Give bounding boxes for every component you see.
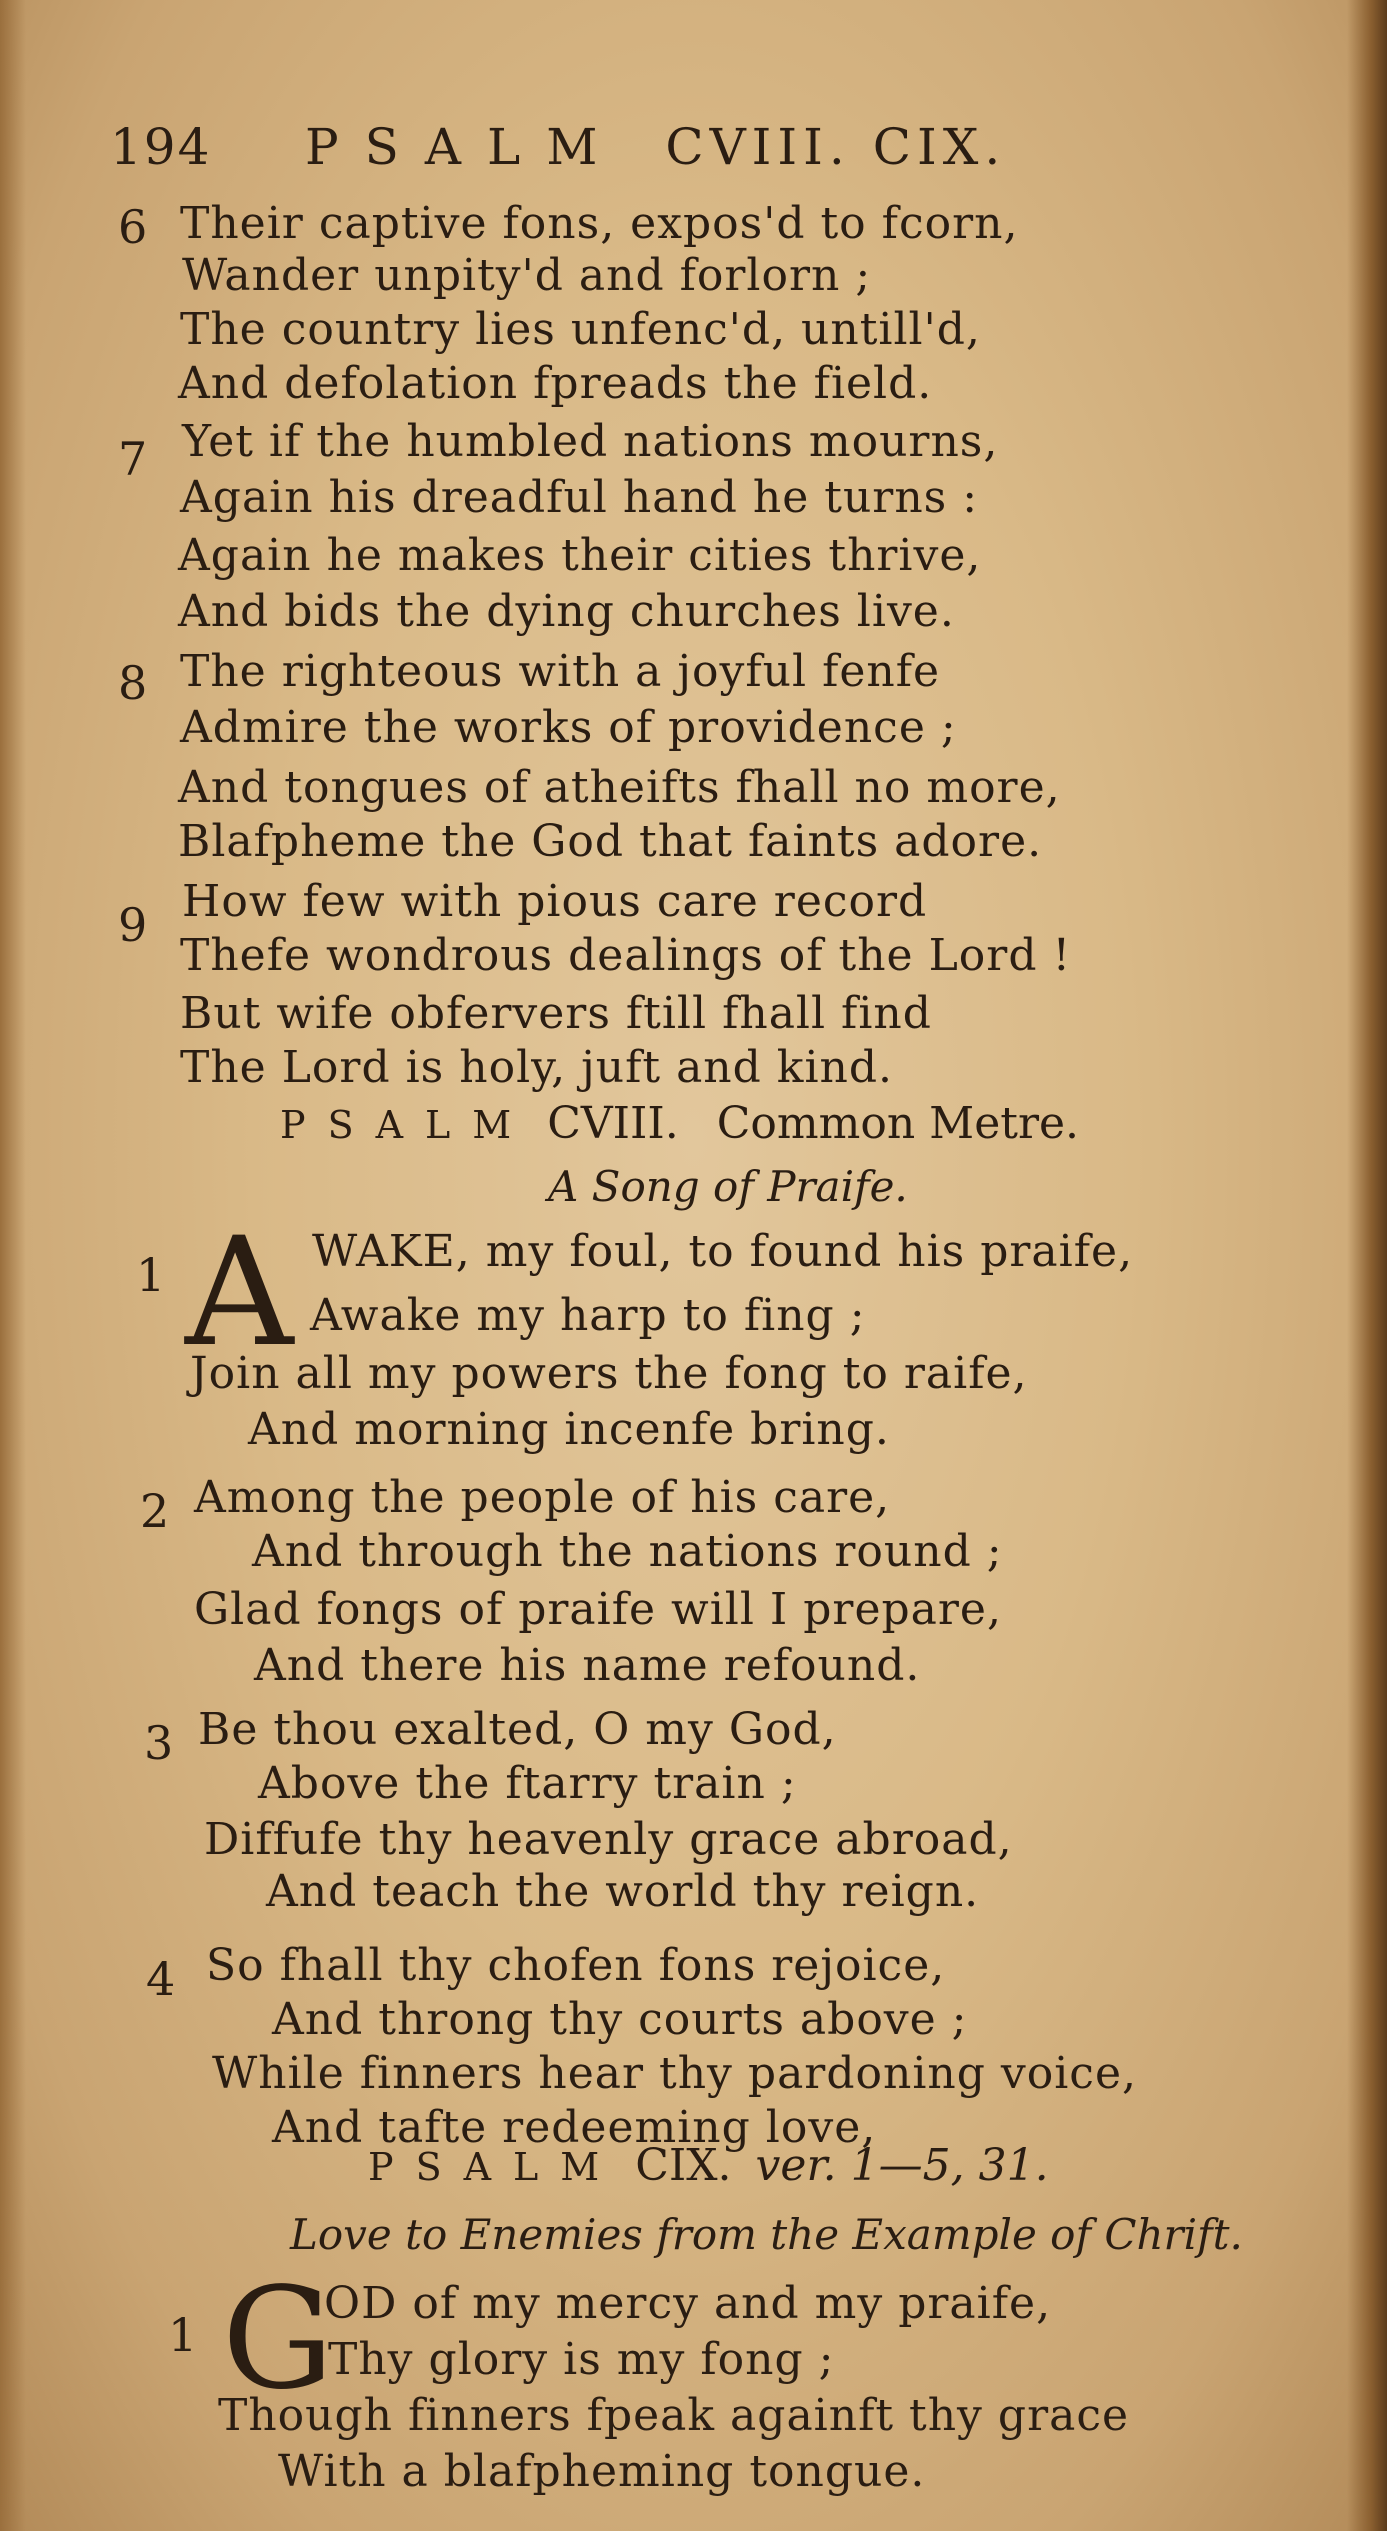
verse-line: And there his name refound. — [254, 1640, 921, 1691]
verse-line: Yet if the humbled nations mourns, — [182, 416, 999, 467]
verse-line: Among the people of his care, — [194, 1472, 891, 1523]
verse-number: 9 — [118, 898, 148, 952]
verse-line: Admire the works of providence ; — [180, 702, 957, 753]
verse-line: And tongues of atheifts fhall no more, — [178, 762, 1061, 813]
verse-line: So fhall thy chofen fons rejoice, — [206, 1940, 946, 1991]
running-title-numerals: CVIII. CIX. — [665, 118, 1007, 176]
verse-line: WAKE, my foul, to found his praife, — [312, 1226, 1134, 1277]
verse-line: Their captive fons, expos'd to fcorn, — [180, 198, 1019, 249]
psalm-109-subtitle: Love to Enemies from the Example of Chrift. — [290, 2210, 1243, 2259]
psalm-heading-metre: Common Metre. — [716, 1098, 1080, 1149]
verse-line: Diffufe thy heavenly grace abroad, — [204, 1814, 1013, 1865]
verse-line: But wife obfervers ftill fhall find — [180, 988, 932, 1039]
psalm-heading-number: CIX. — [635, 2140, 732, 2191]
page-left-edge — [0, 0, 26, 2531]
verse-number: 7 — [118, 432, 148, 486]
verse-line: The country lies unfenc'd, untill'd, — [180, 304, 981, 355]
verse-line: Again he makes their cities thrive, — [178, 530, 982, 581]
page-right-edge — [1347, 0, 1387, 2531]
verse-line: Thefe wondrous dealings of the Lord ! — [180, 930, 1072, 981]
verse-number: 2 — [140, 1484, 170, 1538]
verse-line: The righteous with a joyful fenfe — [180, 646, 941, 697]
psalm-108-heading — [280, 1098, 1079, 1149]
verse-line: Again his dreadful hand he turns : — [180, 472, 979, 523]
verse-line: Though finners fpeak againft thy grace — [218, 2390, 1130, 2441]
verse-line: Join all my powers the fong to raife, — [190, 1348, 1028, 1399]
verse-line: OD of my mercy and my praife, — [324, 2278, 1052, 2329]
verse-line: Wander unpity'd and forlorn ; — [182, 250, 872, 301]
drop-cap: A — [185, 1206, 294, 1380]
psalm-heading-word: PSALM — [280, 1103, 534, 1147]
verse-line: And morning incenfe bring. — [248, 1404, 890, 1455]
verse-number: 1 — [168, 2308, 198, 2362]
verse-number: 3 — [144, 1716, 174, 1770]
verse-line: Blafpheme the God that faints adore. — [178, 816, 1043, 867]
verse-line: And defolation fpreads the field. — [178, 358, 933, 409]
verse-line: And bids the dying churches live. — [178, 586, 955, 637]
verse-line: And teach the world thy reign. — [266, 1866, 980, 1917]
page-number: 194 — [110, 118, 212, 176]
psalm-heading-word: PSALM — [368, 2145, 622, 2189]
verse-number: 1 — [136, 1248, 166, 1302]
verse-line: And through the nations round ; — [252, 1526, 1003, 1577]
verse-number: 8 — [118, 656, 148, 710]
verse-line: Glad fongs of praife will I prepare, — [194, 1584, 1002, 1635]
verse-line: Awake my harp to fing ; — [310, 1290, 866, 1341]
verse-line: Be thou exalted, O my God, — [198, 1704, 837, 1755]
psalm-108-subtitle: A Song of Praife. — [548, 1162, 908, 1211]
psalm-heading-number: CVIII. — [547, 1098, 679, 1149]
verse-line: The Lord is holy, juft and kind. — [180, 1042, 894, 1093]
verse-line: While finners hear thy pardoning voice, — [212, 2048, 1137, 2099]
psalm-heading-verses: ver. 1—5, 31. — [755, 2140, 1049, 2191]
verse-line: And throng thy courts above ; — [272, 1994, 968, 2045]
drop-cap: G — [222, 2258, 334, 2421]
verse-line: How few with pious care record — [182, 876, 928, 927]
running-title-word: PSALM — [305, 118, 624, 176]
running-title — [305, 118, 1006, 176]
verse-line: With a blafpheming tongue. — [278, 2446, 926, 2497]
psalm-109-heading — [368, 2140, 1049, 2191]
verse-number: 4 — [146, 1952, 176, 2006]
running-header — [110, 118, 1110, 198]
verse-number: 6 — [118, 200, 148, 254]
verse-line: Above the ftarry train ; — [258, 1758, 797, 1809]
verse-line: And tafte redeeming love, — [272, 2102, 877, 2153]
verse-line: Thy glory is my fong ; — [328, 2334, 835, 2385]
